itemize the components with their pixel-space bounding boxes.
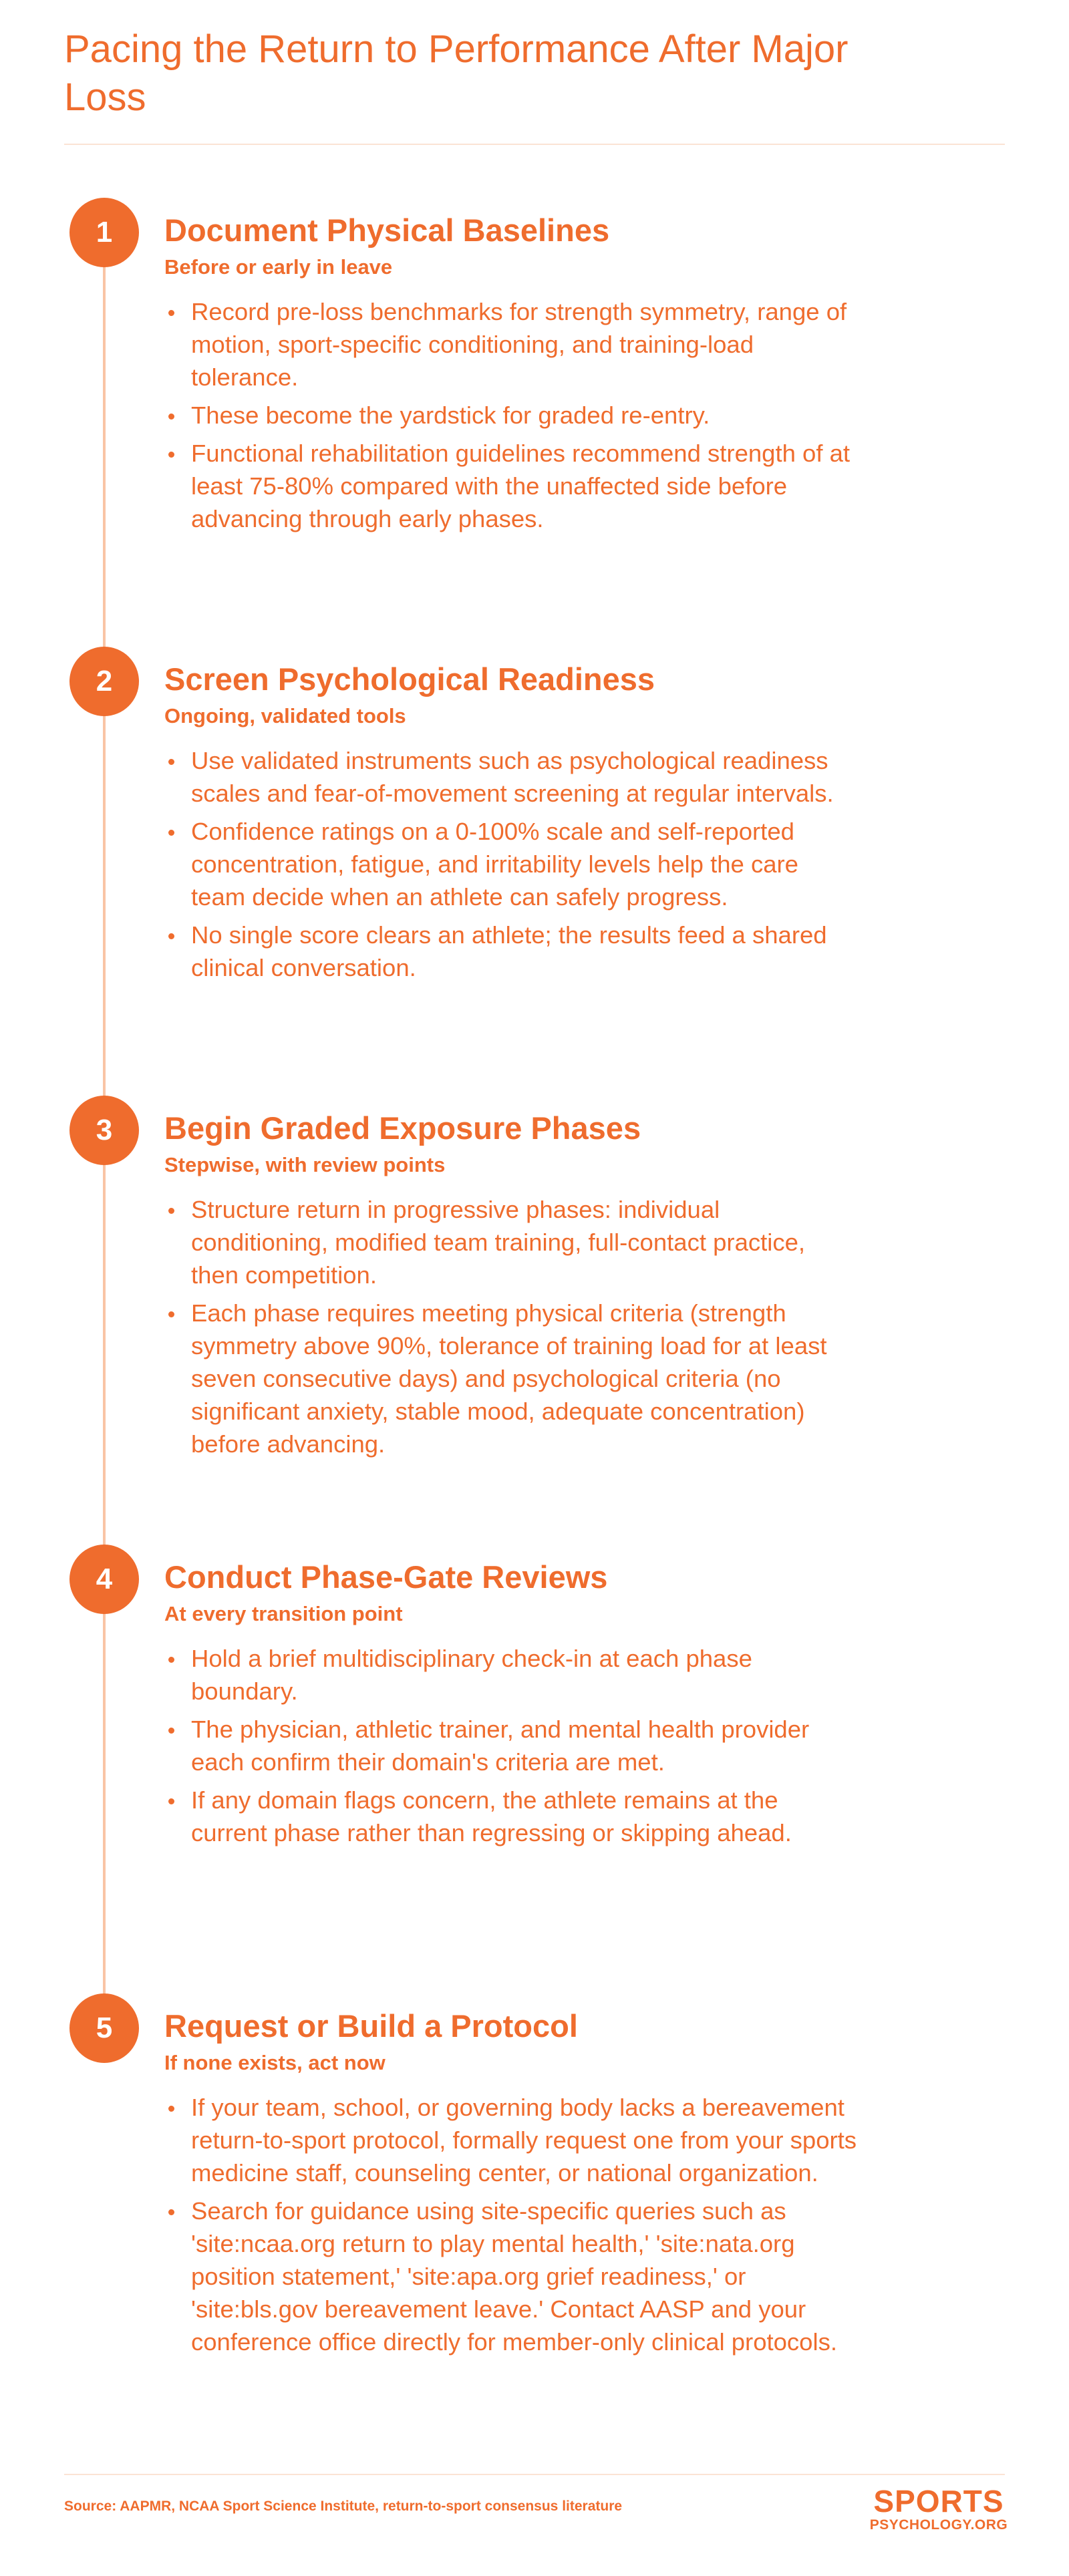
bullet-item: Search for guidance using site-specific queries such as 'site:ncaa.org return to play mental health,' 'site:nata.org position statement,' 'site:apa.org grief readiness,' or 'site:bls.gov bereavement leave.' Contact AASP and your conference office directly for member-only clinical protocols. xyxy=(164,2195,859,2358)
bullet-item: Each phase requires meeting physical criteria (strength symmetry above 90%, tolerance of training load for at least seven consecutive days) and psychological criteria (no significant anxiety, stable mood, adequate concentration) before advancing. xyxy=(164,1297,859,1460)
step-subtitle: Ongoing, validated tools xyxy=(164,704,406,728)
step-title: Screen Psychological Readiness xyxy=(164,661,655,697)
step-subtitle: Before or early in leave xyxy=(164,255,393,279)
step-content xyxy=(164,660,859,989)
logo-domain: PSYCHOLOGY.ORG xyxy=(869,2517,1008,2533)
bullet-item: Functional rehabilitation guidelines recommend strength of at least 75-80% compared with the unaffected side before advancing through early phases. xyxy=(164,437,859,535)
logo-wordmark: SPORTS xyxy=(873,2484,1004,2519)
step-content xyxy=(164,211,859,540)
bullet-item: These become the yardstick for graded re-entry. xyxy=(164,399,859,432)
bullet-item: Record pre-loss benchmarks for strength symmetry, range of motion, sport-specific conditioning, and training-load tolerance. xyxy=(164,295,859,393)
step-bullet-list xyxy=(164,295,859,535)
step-bullet-list xyxy=(164,1642,859,1849)
footer-divider xyxy=(64,2474,1005,2475)
step-bullet-list xyxy=(164,2091,859,2358)
step-bullet-list xyxy=(164,744,859,984)
bullet-item: No single score clears an athlete; the results feed a shared clinical conversation. xyxy=(164,919,859,984)
step-title: Begin Graded Exposure Phases xyxy=(164,1110,641,1146)
step-title: Request or Build a Protocol xyxy=(164,2008,578,2044)
step-title: Document Physical Baselines xyxy=(164,212,610,248)
bullet-item: Use validated instruments such as psychological readiness scales and fear-of-movement screening at regular intervals. xyxy=(164,744,859,810)
bullet-item: If your team, school, or governing body lacks a bereavement return-to-sport protocol, formally request one from your sports medicine staff, counseling center, or national organization. xyxy=(164,2091,859,2189)
step-number-badge: 5 xyxy=(69,1993,139,2063)
bullet-item: Confidence ratings on a 0-100% scale and self-reported concentration, fatigue, and irritability levels help the care team decide when an athlete can safely progress. xyxy=(164,815,859,913)
step-number-badge: 2 xyxy=(69,647,139,716)
step-subtitle: Stepwise, with review points xyxy=(164,1153,446,1176)
step-number-badge: 3 xyxy=(69,1096,139,1165)
step-subtitle: If none exists, act now xyxy=(164,2051,386,2074)
bullet-item: Structure return in progressive phases: individual conditioning, modified team training, full-contact practice, then competition. xyxy=(164,1193,859,1291)
bullet-item: The physician, athletic trainer, and mental health provider each confirm their domain's criteria are met. xyxy=(164,1713,859,1778)
sportspsychology-logo xyxy=(869,2485,1009,2533)
bullet-item: Hold a brief multidisciplinary check-in at each phase boundary. xyxy=(164,1642,859,1708)
step-content xyxy=(164,1109,859,1466)
step-number-badge: 4 xyxy=(69,1545,139,1614)
step-number-badge: 1 xyxy=(69,198,139,267)
source-note: Source: AAPMR, NCAA Sport Science Institute, return-to-sport consensus literature xyxy=(64,2499,623,2514)
header-divider xyxy=(64,144,1005,145)
step-content xyxy=(164,1558,859,1855)
step-title: Conduct Phase-Gate Reviews xyxy=(164,1559,608,1595)
step-content xyxy=(164,2007,859,2364)
bullet-item: If any domain flags concern, the athlete remains at the current phase rather than regressing or skipping ahead. xyxy=(164,1784,859,1849)
step-subtitle: At every transition point xyxy=(164,1602,403,1625)
step-bullet-list xyxy=(164,1193,859,1460)
page-title: Pacing the Return to Performance After Major Loss xyxy=(64,27,849,119)
